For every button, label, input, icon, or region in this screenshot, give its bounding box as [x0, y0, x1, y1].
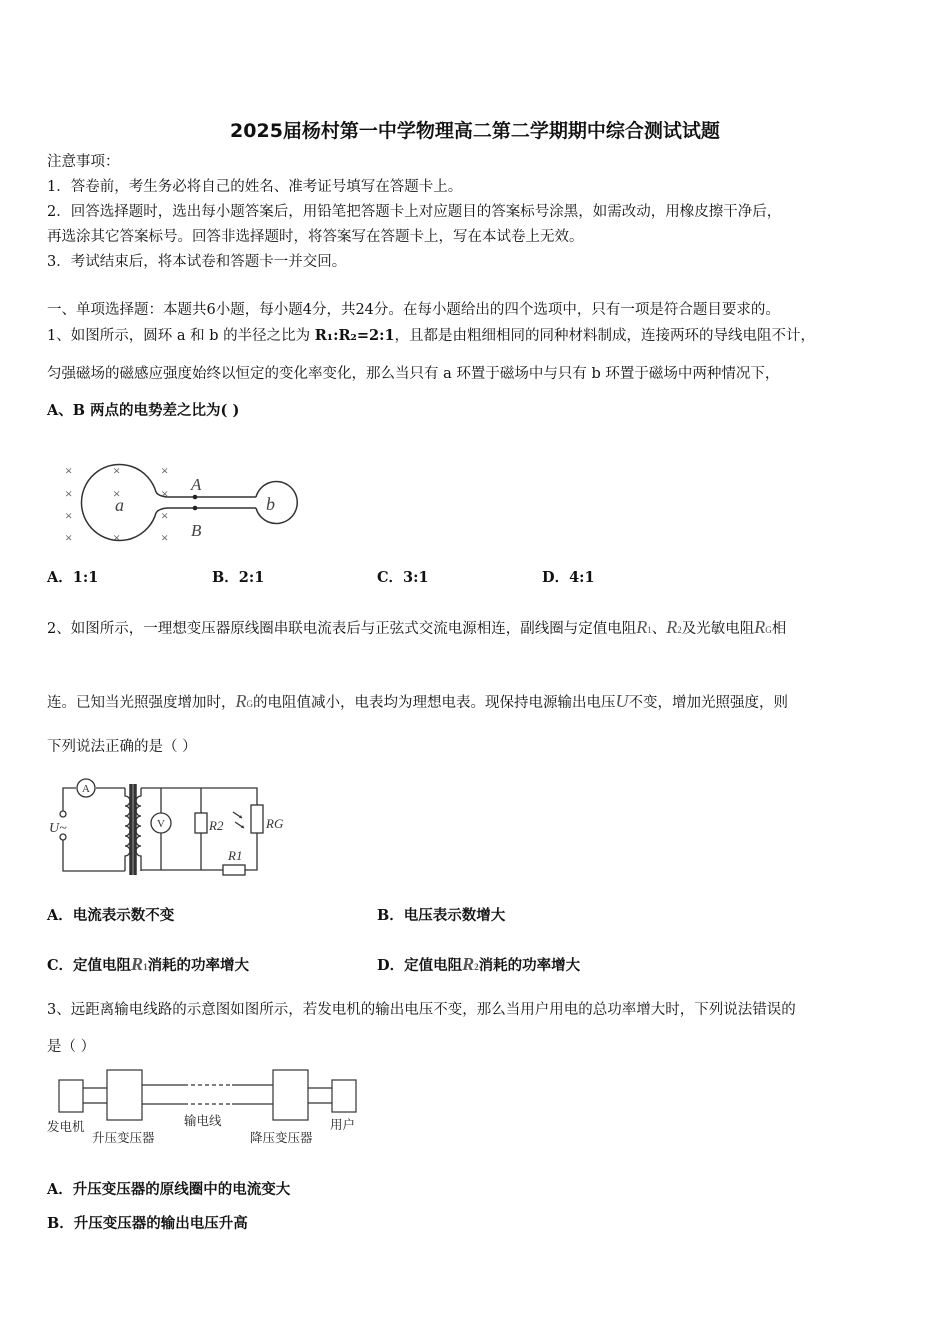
symbol-r1: R1 — [131, 954, 148, 974]
user-label: 用户 — [330, 1118, 356, 1132]
generator-wires — [83, 1088, 107, 1103]
step-down-label: 降压变压器 — [250, 1131, 313, 1145]
light-rays — [233, 812, 244, 828]
q2-figure-circuit — [45, 772, 290, 877]
r1-resistor — [223, 865, 245, 875]
field-cross: × — [161, 508, 169, 523]
q3-stem-line2: 是（ ） — [47, 1039, 96, 1055]
q2-stem-line1: 2、如图所示，一理想变压器原线圈串联电流表后与正弦式交流电源相连，副线圈与定值电阻R1、R2及光敏电阻RG相 — [47, 617, 787, 637]
r2-label: R2 — [209, 818, 224, 833]
generator-label: 发电机 — [47, 1120, 85, 1134]
notice-item: 再选涂其它答案标号。回答非选择题时，将答案写在答题卡上，写在本试卷上无效。 — [47, 229, 584, 245]
transmission-line-label: 输电线 — [184, 1114, 222, 1128]
step-up-label: 升压变压器 — [92, 1131, 155, 1145]
field-cross: × — [161, 486, 169, 501]
q2-stem-line3: 下列说法正确的是（ ） — [47, 739, 197, 755]
symbol-r1: R1 — [636, 617, 652, 637]
notice-heading: 注意事项： — [47, 154, 120, 170]
field-cross: × — [65, 530, 73, 545]
q3-option-a[interactable]: A．升压变压器的原线圈中的电流变大 — [47, 1181, 291, 1198]
page-title: 2025届杨村第一中学物理高二第二学期期中综合测试试题 — [230, 120, 720, 142]
q1-option-b[interactable]: B．2:1 — [212, 569, 265, 586]
r2-resistor — [195, 813, 207, 833]
q1-option-d[interactable]: D．4:1 — [542, 569, 595, 586]
wire-bottom — [156, 508, 256, 513]
q3-option-b[interactable]: B．升压变压器的输出电压升高 — [47, 1215, 248, 1232]
rg-resistor — [251, 805, 263, 833]
field-cross: × — [113, 486, 121, 501]
q2-option-b[interactable]: B．电压表示数增大 — [377, 907, 506, 924]
voltmeter-label: V — [157, 818, 165, 830]
ring-b-label: b — [266, 494, 275, 514]
q1-figure-rings — [55, 455, 300, 550]
source-label: U~ — [49, 821, 67, 836]
symbol-u: U — [615, 691, 629, 711]
generator-box — [59, 1080, 83, 1112]
q3-figure-transmission — [44, 1068, 369, 1150]
field-cross: × — [65, 463, 73, 478]
section-heading: 一、单项选择题：本题共6小题，每小题4分，共24分。在每小题给出的四个选项中，只有一项是符合题目要求的。 — [47, 302, 780, 318]
point-a-label: A — [191, 475, 202, 494]
q1-stem-line3: A、B 两点的电势差之比为( ) — [47, 402, 240, 419]
q2-option-a[interactable]: A．电流表示数不变 — [47, 907, 175, 924]
q1-option-a[interactable]: A．1:1 — [47, 569, 99, 586]
transmission-line — [142, 1085, 273, 1104]
q3-stem-line1: 3、远距离输电线路的示意图如图所示，若发电机的输出电压不变，那么当用户用电的总功率增大时，下列说法错误的 — [47, 1002, 796, 1018]
rg-label: RG — [266, 816, 284, 831]
field-cross: × — [161, 463, 169, 478]
field-cross: × — [65, 486, 73, 501]
q2-stem-line2: 连。已知当光照强度增加时，RG的电阻值减小，电表均为理想电表。现保持电源输出电压U不变，增加光照强度，则 — [47, 691, 788, 711]
field-cross: × — [113, 530, 121, 545]
q1-stem-line1: 1、如图所示，圆环 a 和 b 的半径之比为 R₁:R₂=2:1，且都是由粗细相同的同种材料制成，连接两环的导线电阻不计， — [47, 327, 816, 344]
ring-a-label: a — [115, 495, 124, 515]
symbol-rg: RG — [754, 617, 772, 637]
user-box — [332, 1080, 356, 1112]
q1-stem-line2: 匀强磁场的磁感应强度始终以恒定的变化率变化，那么当只有 a 环置于磁场中与只有 b 环置于磁场中两种情况下， — [47, 366, 780, 382]
r1-label: R1 — [228, 848, 243, 863]
notice-item: 2．回答选择题时，选出每小题答案后，用铅笔把答题卡上对应题目的答案标号涂黑，如需改动，用橡皮擦干净后， — [47, 204, 782, 220]
field-cross: × — [161, 530, 169, 545]
transmission-line-dashed — [184, 1085, 232, 1104]
point-b-label: B — [191, 521, 202, 540]
wire-top — [156, 492, 256, 497]
symbol-r2: R2 — [462, 954, 479, 974]
user-wires — [308, 1088, 332, 1103]
transformer-core — [131, 784, 135, 875]
step-up-transformer-box — [107, 1070, 142, 1120]
notice-item: 3．考试结束后，将本试卷和答题卡一并交回。 — [47, 254, 347, 270]
ammeter-label: A — [82, 783, 90, 795]
q2-option-c[interactable]: C．定值电阻R1消耗的功率增大 — [47, 954, 250, 974]
ring-b — [256, 482, 297, 524]
step-down-transformer-box — [273, 1070, 308, 1120]
terminal-top — [60, 811, 66, 817]
point-a-dot — [193, 495, 198, 500]
field-cross: × — [113, 463, 121, 478]
primary-wire-bottom — [63, 837, 125, 871]
q1-option-c[interactable]: C．3:1 — [377, 569, 429, 586]
symbol-rg: RG — [235, 691, 253, 711]
field-cross: × — [65, 508, 73, 523]
notice-item: 1．答卷前，考生务必将自己的姓名、准考证号填写在答题卡上。 — [47, 179, 463, 195]
point-b-dot — [193, 506, 198, 511]
q2-option-d[interactable]: D．定值电阻R2消耗的功率增大 — [377, 954, 581, 974]
symbol-r2: R2 — [666, 617, 682, 637]
